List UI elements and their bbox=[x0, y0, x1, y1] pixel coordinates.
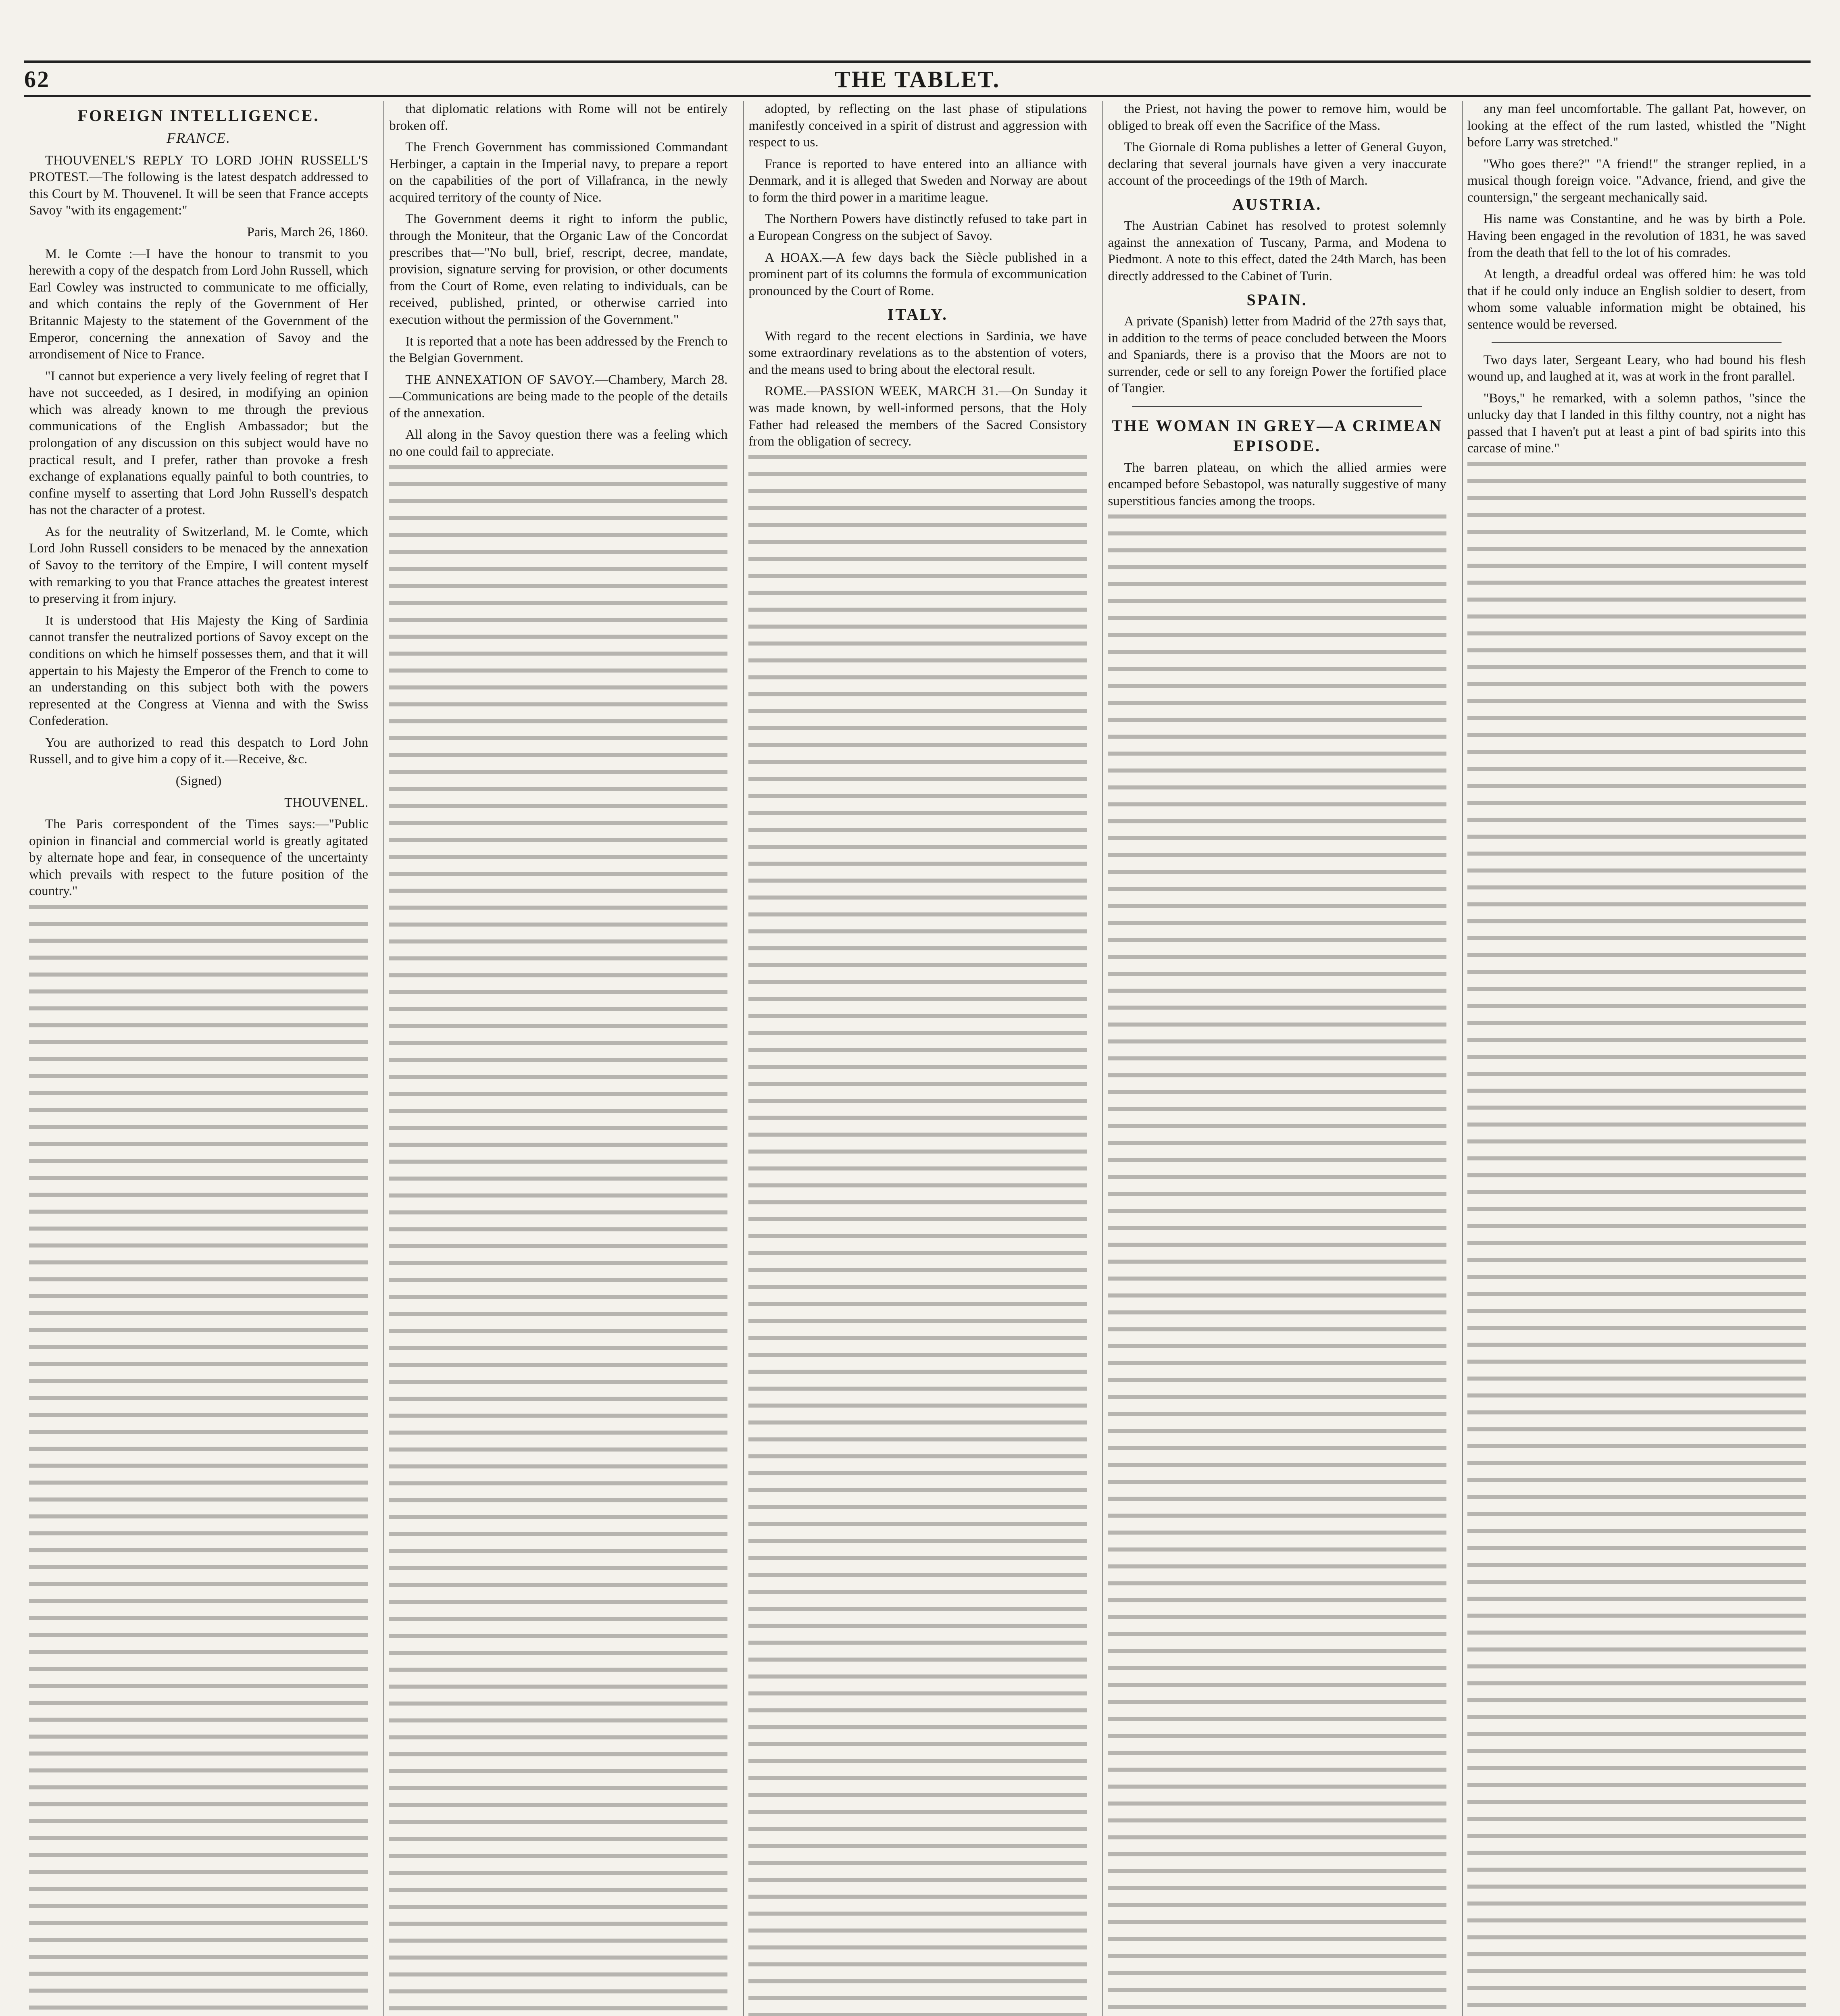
column-2 bbox=[383, 101, 732, 2016]
column-5 bbox=[1462, 101, 1811, 2016]
paragraph: The Giornale di Roma publishes a letter of General Guyon, declaring that several journals have given a very inaccurate account of the proceedings of the 19th of March. bbox=[1108, 140, 1446, 188]
paragraph: M. le Comte :—I have the honour to transmit to you herewith a copy of the despatch from Lord John Russell, which Earl Cowley was instructed to communicate to me officially, and which contains the reply of the Government of Her Britannic Majesty to the statement of the Government of the Emperor, concerning the annexation of Savoy and the arrondisement of Nice to France. bbox=[29, 246, 369, 362]
paragraph: The French Government has commissioned Commandant Herbinger, a captain in the Imperial navy, to prepare a report on the capabilities of the port of Villafranca, in the newly acquired territory of the county of Nice. bbox=[389, 140, 728, 205]
section-heading: FOREIGN INTELLIGENCE. bbox=[77, 106, 320, 125]
text-continuation bbox=[29, 905, 368, 2016]
paragraph: "I cannot but experience a very lively feeling of regret that I have not succeeded, as I desired, in modifying an opinion which was already known to me through the previous communications of the English Ambassador; but the prolongation of any discussion on this subject would have no practical result, and I prefer, rather than provoke a fresh exchange of explanations equally painful to both countries, to confine myself to asserting that Lord John Russell's despatch has not the character of a protest. bbox=[29, 369, 369, 518]
country-heading: FRANCE. bbox=[167, 130, 231, 146]
paragraph: Two days later, Sergeant Leary, who had bound his flesh wound up, and laughed at it, was at work in the front parallel. bbox=[1467, 352, 1806, 384]
paragraph: The Austrian Cabinet has resolved to protest solemnly against the annexation of Tuscany, Parma, and Modena to Piedmont. A note to this effect, dated the 24th March, has been directly addressed to the Cabinet of Turin. bbox=[1108, 219, 1446, 284]
paragraph: any man feel uncomfortable. The gallant Pat, however, on looking at the effect of the rum lasted, whistled the "Night before Larry was stretched." bbox=[1467, 102, 1806, 150]
paragraph: The barren plateau, on which the allied armies were encamped before Sebastopol, was naturally suggestive of many superstitious fancies among the troops. bbox=[1108, 460, 1446, 508]
paragraph: "Who goes there?" "A friend!" the stranger replied, in a musical though foreign voice. "Advance, friend, and give the countersign," the sergeant mechanically said. bbox=[1467, 156, 1806, 205]
paragraph: the Priest, not having the power to remove him, would be obliged to break off even the Sacrifice of the Mass. bbox=[1108, 102, 1446, 133]
dateline: Paris, March 26, 1860. bbox=[247, 225, 369, 240]
section-heading: ITALY. bbox=[887, 305, 948, 324]
paragraph: All along in the Savoy question there was a feeling which no one could fail to appreciate. bbox=[389, 427, 728, 459]
paragraph: The Northern Powers have distinctly refused to take part in a European Congress on the subject of Savoy. bbox=[748, 212, 1087, 244]
paragraph: You are authorized to read this despatch to Lord John Russell, and to give him a copy of it.—Receive, &c. bbox=[29, 735, 369, 767]
article-columns bbox=[24, 101, 1811, 2016]
text-continuation bbox=[748, 455, 1087, 2016]
masthead bbox=[24, 60, 1811, 97]
signature-name: THOUVENEL. bbox=[284, 795, 369, 810]
section-heading: SPAIN. bbox=[1246, 290, 1308, 309]
paragraph: THOUVENEL'S REPLY TO LORD JOHN RUSSELL'S PROTEST.—The following is the latest despatch addressed to this Court by M. Thouvenel. It will be seen that France accepts Savoy "with its engagement:" bbox=[29, 153, 369, 218]
column-3 bbox=[743, 101, 1092, 2016]
text-continuation bbox=[389, 465, 727, 2016]
paragraph: ROME.—PASSION WEEK, MARCH 31.—On Sunday it was made known, by well-informed persons, that the Holy Father had released the members of the Sacred Consistory from the obligation of secrecy. bbox=[748, 384, 1087, 449]
masthead-title: THE TABLET. bbox=[834, 66, 1000, 92]
paragraph: "Boys," he remarked, with a solemn pathos, "since the unlucky day that I landed in this filthy country, not a night has passed that I haven't put at least a pint of bad spirits into this carcase of mine." bbox=[1467, 391, 1806, 456]
paragraph: THE ANNEXATION OF SAVOY.—Chambery, March 28.—Communications are being made to the people of the details of the annexation. bbox=[389, 372, 728, 421]
text-continuation bbox=[1108, 514, 1446, 2016]
paragraph: His name was Constantine, and he was by birth a Pole. Having been engaged in the revolution of 1831, he was saved from the death that fell to the lot of his comrades. bbox=[1467, 212, 1806, 260]
section-heading: AUSTRIA. bbox=[1232, 195, 1322, 213]
paragraph: adopted, by reflecting on the last phase of stipulations manifestly conceived in a spirit of distrust and aggression with respect to us. bbox=[748, 102, 1087, 150]
paragraph: A private (Spanish) letter from Madrid of the 27th says that, in addition to the terms of peace concluded between the Moors and Spaniards, there is a proviso that the Moors are not to surrender, cede or sell to any foreign Power the fortified place of Tangier. bbox=[1108, 314, 1446, 396]
paragraph: The Paris correspondent of the Times says:—"Public opinion in financial and commercial world is greatly agitated by alternate hope and fear, in consequence of the uncertainty which prevails with respect to the future position of the country." bbox=[29, 817, 369, 899]
paragraph: At length, a dreadful ordeal was offered him: he was told that if he could only induce an English soldier to desert, from whom some valuable information might be obtained, his sentence would be reversed. bbox=[1467, 267, 1806, 332]
paragraph: The Government deems it right to inform the public, through the Moniteur, that the Organic Law of the Concordat prescribes that—"No bull, brief, rescript, decree, mandate, provision, signature serving for provision, or other documents from the Court of Rome, even relating to individuals, can be received, published, printed, or otherwise carried into execution without the permission of the Government." bbox=[389, 212, 728, 327]
text-continuation bbox=[1467, 462, 1806, 2016]
page-number: 62 bbox=[24, 66, 50, 92]
signature-label: (Signed) bbox=[175, 773, 222, 788]
divider bbox=[1492, 342, 1782, 343]
paragraph: It is reported that a note has been addressed by the French to the Belgian Government. bbox=[389, 334, 728, 366]
paragraph: As for the neutrality of Switzerland, M. le Comte, which Lord John Russell considers to be menaced by the annexation of Savoy to the territory of the Empire, I will content myself with remarking to you that France attaches the greatest interest to preserving it from injury. bbox=[29, 524, 369, 606]
column-4 bbox=[1102, 101, 1451, 2016]
paragraph: With regard to the recent elections in Sardinia, we have some extraordinary revelations as to the abstention of voters, and the means used to bring about the electoral result. bbox=[748, 329, 1087, 377]
column-1 bbox=[24, 101, 373, 2016]
paragraph: that diplomatic relations with Rome will not be entirely broken off. bbox=[389, 102, 728, 133]
paragraph: A HOAX.—A few days back the Siècle published in a prominent part of its columns the formula of excommunication pronounced by the Court of Rome. bbox=[748, 250, 1087, 298]
section-heading: THE WOMAN IN GREY—A CRIMEAN EPISODE. bbox=[1111, 416, 1443, 455]
paragraph: It is understood that His Majesty the King of Sardinia cannot transfer the neutralized portions of Savoy except on the conditions on which he himself possesses them, and that it will appertain to his Majesty the Emperor of the French to come to an understanding on this subject both with the powers represented at the Congress at Vienna and with the Swiss Confederation. bbox=[29, 613, 369, 729]
divider bbox=[1132, 406, 1422, 407]
paragraph: France is reported to have entered into an alliance with Denmark, and it is alleged that Sweden and Norway are about to form the third power in a maritime league. bbox=[748, 156, 1087, 205]
